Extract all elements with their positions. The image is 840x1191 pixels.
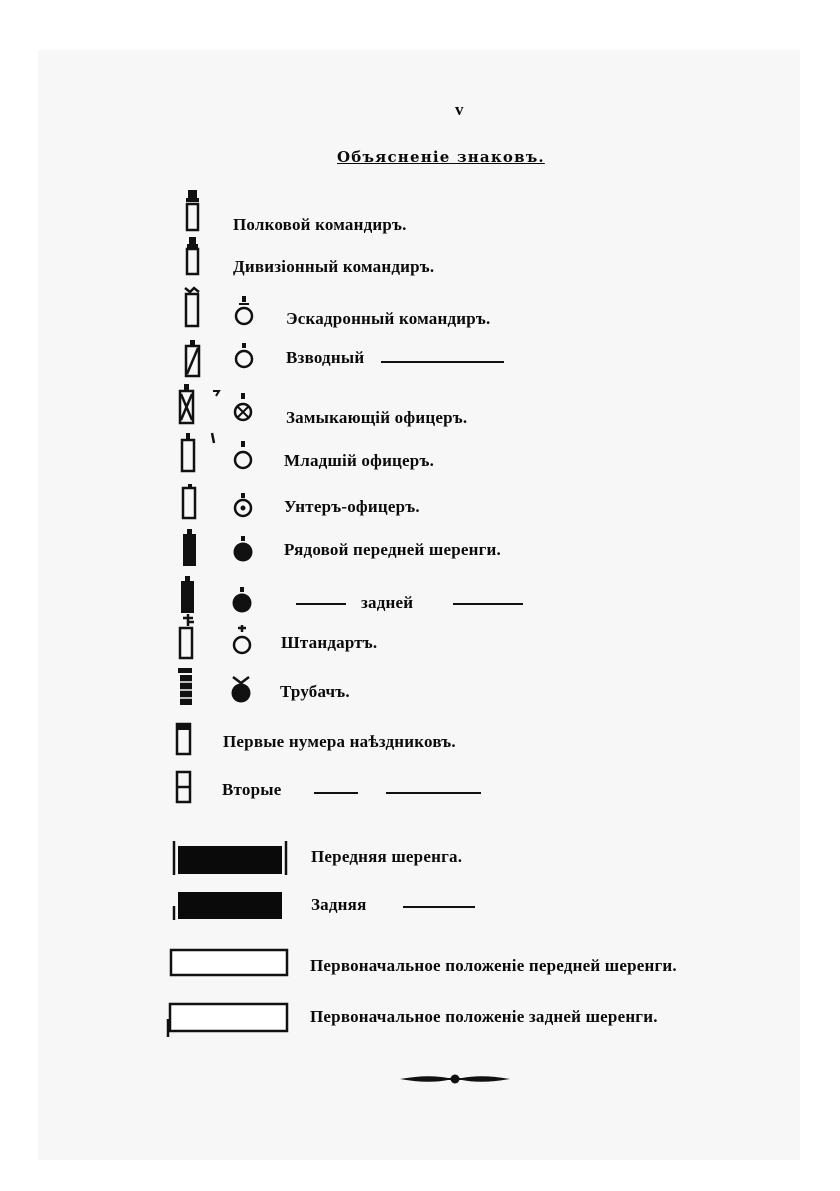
junior-officer-horse-icon — [176, 431, 222, 475]
front-rank-private-foot-icon — [230, 535, 256, 565]
rear-rank-initial-position-icon — [162, 999, 292, 1041]
ditto-line — [314, 792, 358, 794]
label-zamykayushchiy: Замыкающій офицеръ. — [286, 408, 468, 427]
label-perv-zad: Первоначальное положеніе задней шеренги. — [310, 1007, 658, 1026]
standard-foot-icon — [229, 624, 255, 658]
squadron-commander-horse-icon — [181, 285, 203, 329]
rear-rank-bar-icon — [168, 886, 292, 922]
second-numbers-horse-icon — [174, 769, 194, 805]
label-divizionny: Дивизіонный командиръ. — [233, 257, 435, 276]
label-polkovoi: Полковой командиръ. — [233, 215, 407, 234]
nco-foot-icon — [230, 492, 256, 520]
junior-officer-foot-icon — [230, 440, 256, 474]
page-number: v — [455, 100, 464, 119]
label-ryadovoy: Рядовой передней шеренги. — [284, 540, 501, 559]
label-zadnyaya: Задняя — [311, 895, 367, 914]
label-trubach: Трубачъ. — [280, 682, 350, 701]
label-perv-pered: Первоначальное положеніе передней шеренги. — [310, 956, 677, 975]
platoon-leader-horse-icon — [182, 338, 204, 378]
ditto-line — [453, 603, 523, 605]
closing-officer-horse-icon — [175, 382, 225, 428]
first-numbers-horse-icon — [174, 721, 194, 757]
ditto-line — [381, 361, 504, 363]
division-commander-icon — [183, 236, 203, 276]
label-zadney: задней — [361, 593, 414, 612]
label-perednyaya: Передняя шеренга. — [311, 847, 463, 866]
front-rank-private-horse-icon — [180, 528, 200, 568]
label-vzvodny: Взводный — [286, 348, 365, 367]
closing-officer-foot-icon — [230, 392, 256, 426]
rear-rank-private-horse-icon — [178, 575, 198, 615]
standard-horse-icon — [176, 612, 200, 660]
squadron-commander-foot-icon — [232, 294, 256, 328]
trumpeter-horse-icon — [175, 666, 199, 708]
trumpeter-foot-icon — [228, 674, 256, 706]
nco-horse-icon — [180, 483, 200, 521]
label-eskadronny: Эскадронный командиръ. — [286, 309, 491, 328]
ditto-line — [403, 906, 475, 908]
front-rank-bar-icon — [168, 838, 292, 878]
label-vtorye: Вторые — [222, 780, 282, 799]
regimental-commander-icon — [183, 188, 203, 234]
tailpiece-ornament-icon — [398, 1071, 512, 1087]
rear-rank-private-foot-icon — [229, 586, 255, 616]
page-sheet — [38, 50, 800, 1160]
label-unter: Унтеръ-офицеръ. — [284, 497, 420, 516]
front-rank-initial-position-icon — [166, 946, 292, 980]
page-title: Объясненіе знаковъ. — [337, 148, 545, 166]
ditto-line — [386, 792, 481, 794]
platoon-leader-foot-icon — [232, 342, 256, 372]
label-mladshiy: Младшій офицеръ. — [284, 451, 435, 470]
ditto-line — [296, 603, 346, 605]
label-shtandart: Штандартъ. — [281, 633, 378, 652]
label-pervye: Первые нумера наѣздниковъ. — [223, 732, 456, 751]
